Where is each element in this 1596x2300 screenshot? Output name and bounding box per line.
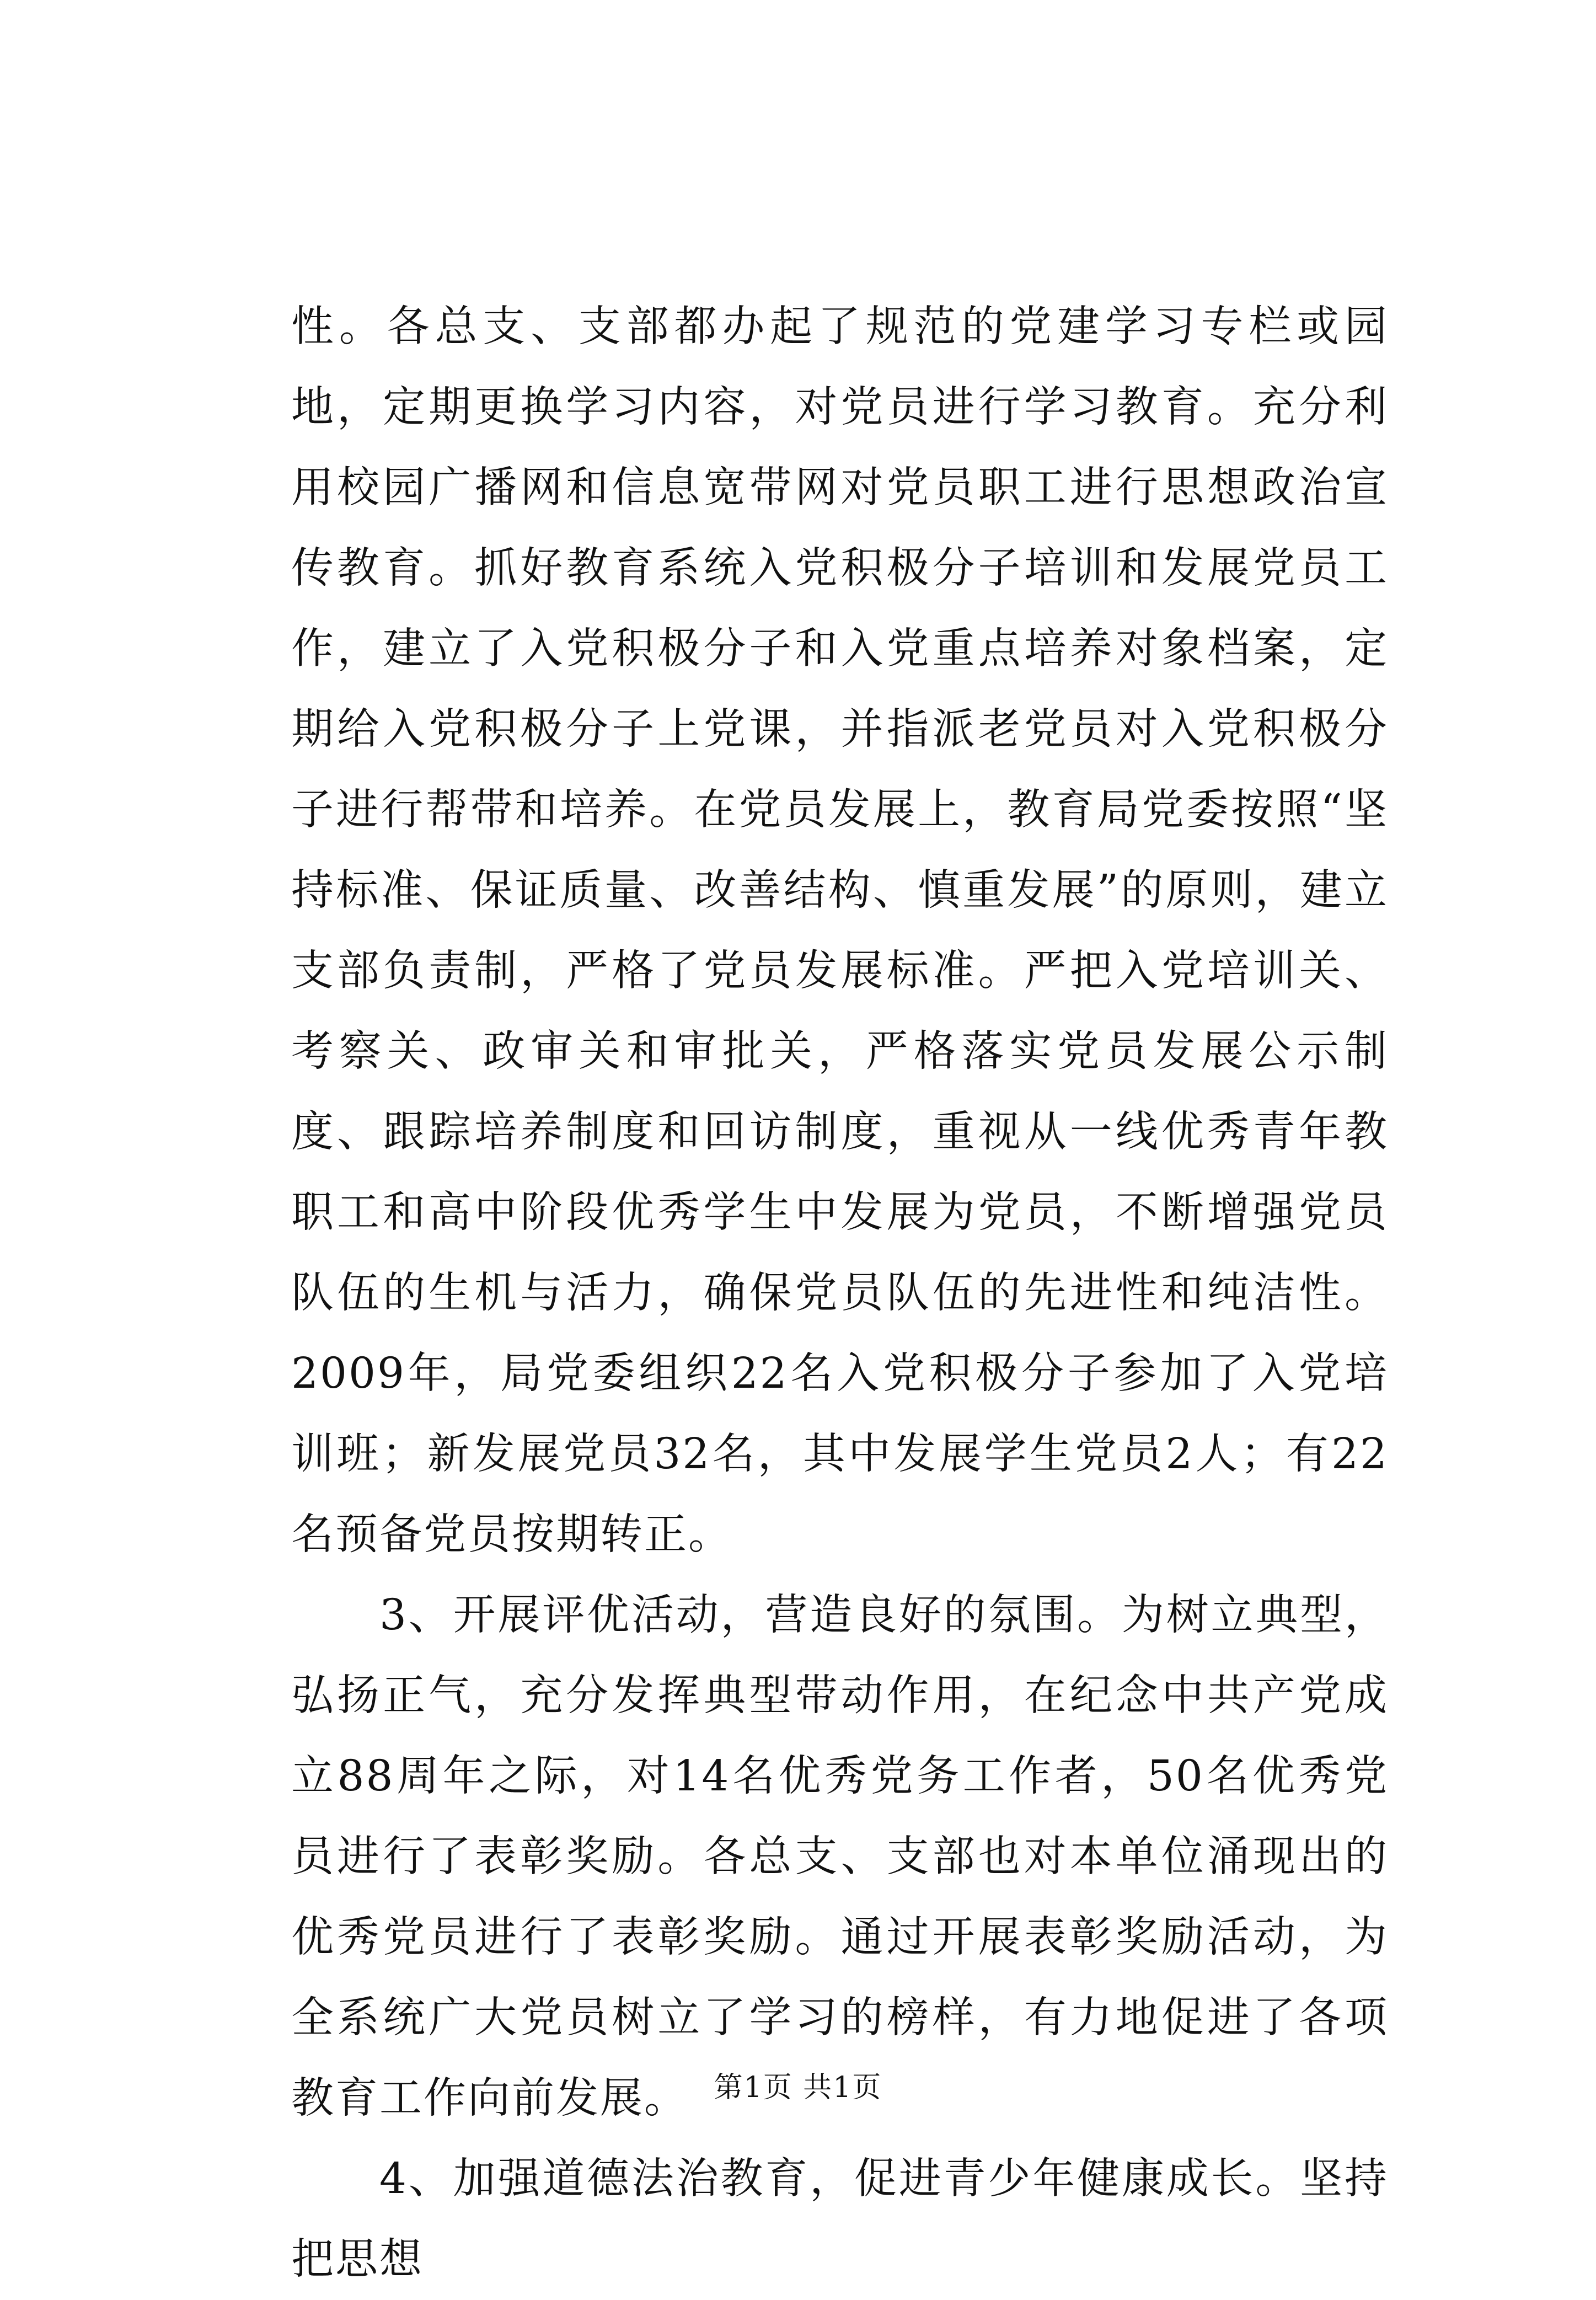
paragraph-item-4: 4、加强道德法治教育，促进青少年健康成长。坚持把思想: [291, 2154, 1389, 2284]
page-footer: 第1页 共1页: [714, 2071, 882, 2104]
paragraph-continuation: 性。各总支、支部都办起了规范的党建学习专栏或园地，定期更换学习内容，对党员进行学习教育。充分利用校园广播网和信息宽带网对党员职工进行思想政治宣传教育。抓好教育系统入党积极分子培训和发展党员工作，建立了入党积极分子和入党重点培养对象档案，定期给入党积极分子上党课，并指派老党员对入党积极分子进行帮带和培养。在党员发展上，教育局党委按照“坚持标准、保证质量、改善结构、慎重发展”的原则，建立支部负责制，严格了党员发展标准。严把入党培训关、考察关、政审关和审批关，严格落实党员发展公示制度、跟踪培养制度和回访制度，重视从一线优秀青年教职工和高中阶段优秀学生中发展为党员，不断增强党员队伍的生机与活力，确保党员队伍的先进性和纯洁性。2009年，局党委组织22名入党积极分子参加了入党培训班；新发展党员32名，其中发展学生党员2人；有22名预备党员按期转正。: [291, 302, 1389, 1559]
paragraph-item-3: 3、开展评优活动，营造良好的氛围。为树立典型，弘扬正气，充分发挥典型带动作用，在纪念中共产党成立88周年之际，对14名优秀党务工作者，50名优秀党员进行了表彰奖励。各总支、支部也对本单位涌现出的优秀党员进行了表彰奖励。通过开展表彰奖励活动，为全系统广大党员树立了学习的榜样，有力地促进了各项教育工作向前发展。: [291, 1591, 1389, 2123]
document-body: [291, 287, 1389, 2300]
